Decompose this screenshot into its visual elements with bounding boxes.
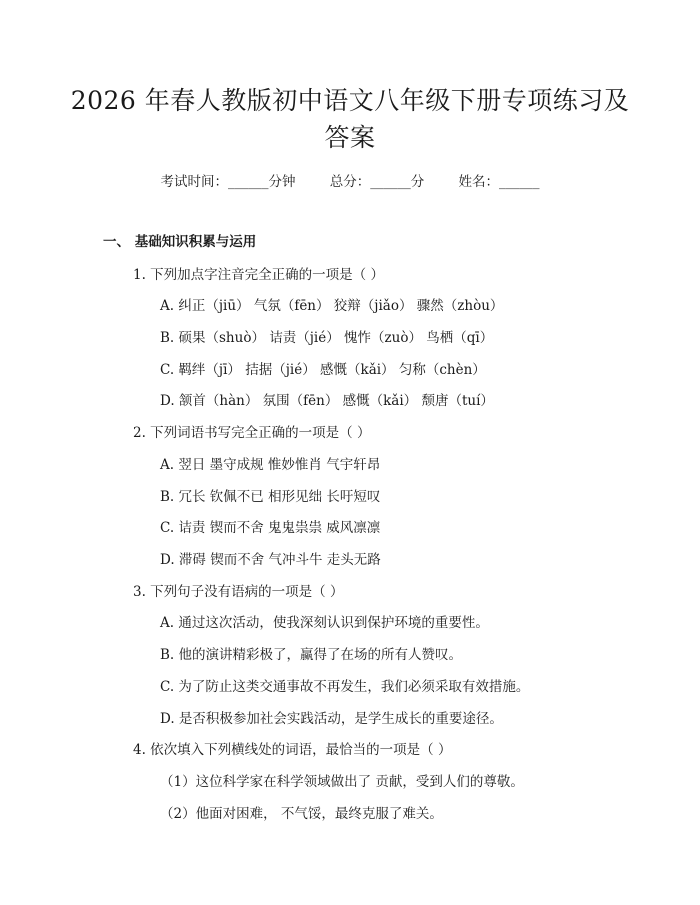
- option-c: C. 诘责 锲而不舍 鬼鬼祟祟 威风凛凛: [160, 520, 381, 536]
- option-c: C. 羁绊（jī） 拮据（jié） 感慨（kǎi） 匀称（chèn）: [160, 362, 486, 378]
- option-d: D. 颔首（hàn） 氛围（fēn） 感慨（kǎi） 颓唐（tuí）: [160, 393, 494, 409]
- document-title: 2026 年春人教版初中语文八年级下册专项练习及答案: [70, 86, 630, 152]
- exam-time: 考试时间：______分钟: [160, 174, 296, 190]
- option-a: A. 翌日 墨守成规 惟妙惟肖 气宇轩昂: [160, 457, 381, 473]
- section-heading: 一、 基础知识积累与运用: [103, 234, 257, 250]
- fill-sentence-1: （1）这位科学家在科学领域做出了 贡献，受到人们的尊敬。: [160, 774, 524, 790]
- option-b: B. 冗长 钦佩不已 相形见绌 长吁短叹: [160, 489, 381, 505]
- option-a: A. 通过这次活动，使我深刻认识到保护环境的重要性。: [160, 615, 489, 631]
- question-stem: 3. 下列句子没有语病的一项是（ ）: [133, 584, 344, 600]
- option-d: D. 滞碍 锲而不舍 气冲斗牛 走头无路: [160, 552, 381, 568]
- student-name: 姓名：______: [458, 174, 540, 190]
- option-b: B. 硕果（shuò） 诘责（jié） 愧怍（zuò） 鸟栖（qī）: [160, 330, 494, 346]
- option-b: B. 他的演讲精彩极了，赢得了在场的所有人赞叹。: [160, 647, 463, 663]
- exam-meta: [0, 170, 700, 190]
- question-stem: 4. 依次填入下列横线处的词语，最恰当的一项是（ ）: [133, 742, 452, 758]
- question-stem: 1. 下列加点字注音完全正确的一项是（ ）: [133, 267, 384, 283]
- total-score: 总分：______分: [329, 174, 425, 190]
- option-d: D. 是否积极参加社会实践活动，是学生成长的重要途径。: [160, 711, 503, 727]
- option-a: A. 纠正（jiū） 气氛（fēn） 狡辩（jiǎo） 骤然（zhòu）: [160, 298, 504, 314]
- option-c: C. 为了防止这类交通事故不再发生，我们必须采取有效措施。: [160, 679, 530, 695]
- fill-sentence-2: （2）他面对困难， 不气馁，最终克服了难关。: [160, 806, 443, 822]
- question-stem: 2. 下列词语书写完全正确的一项是（ ）: [133, 425, 371, 441]
